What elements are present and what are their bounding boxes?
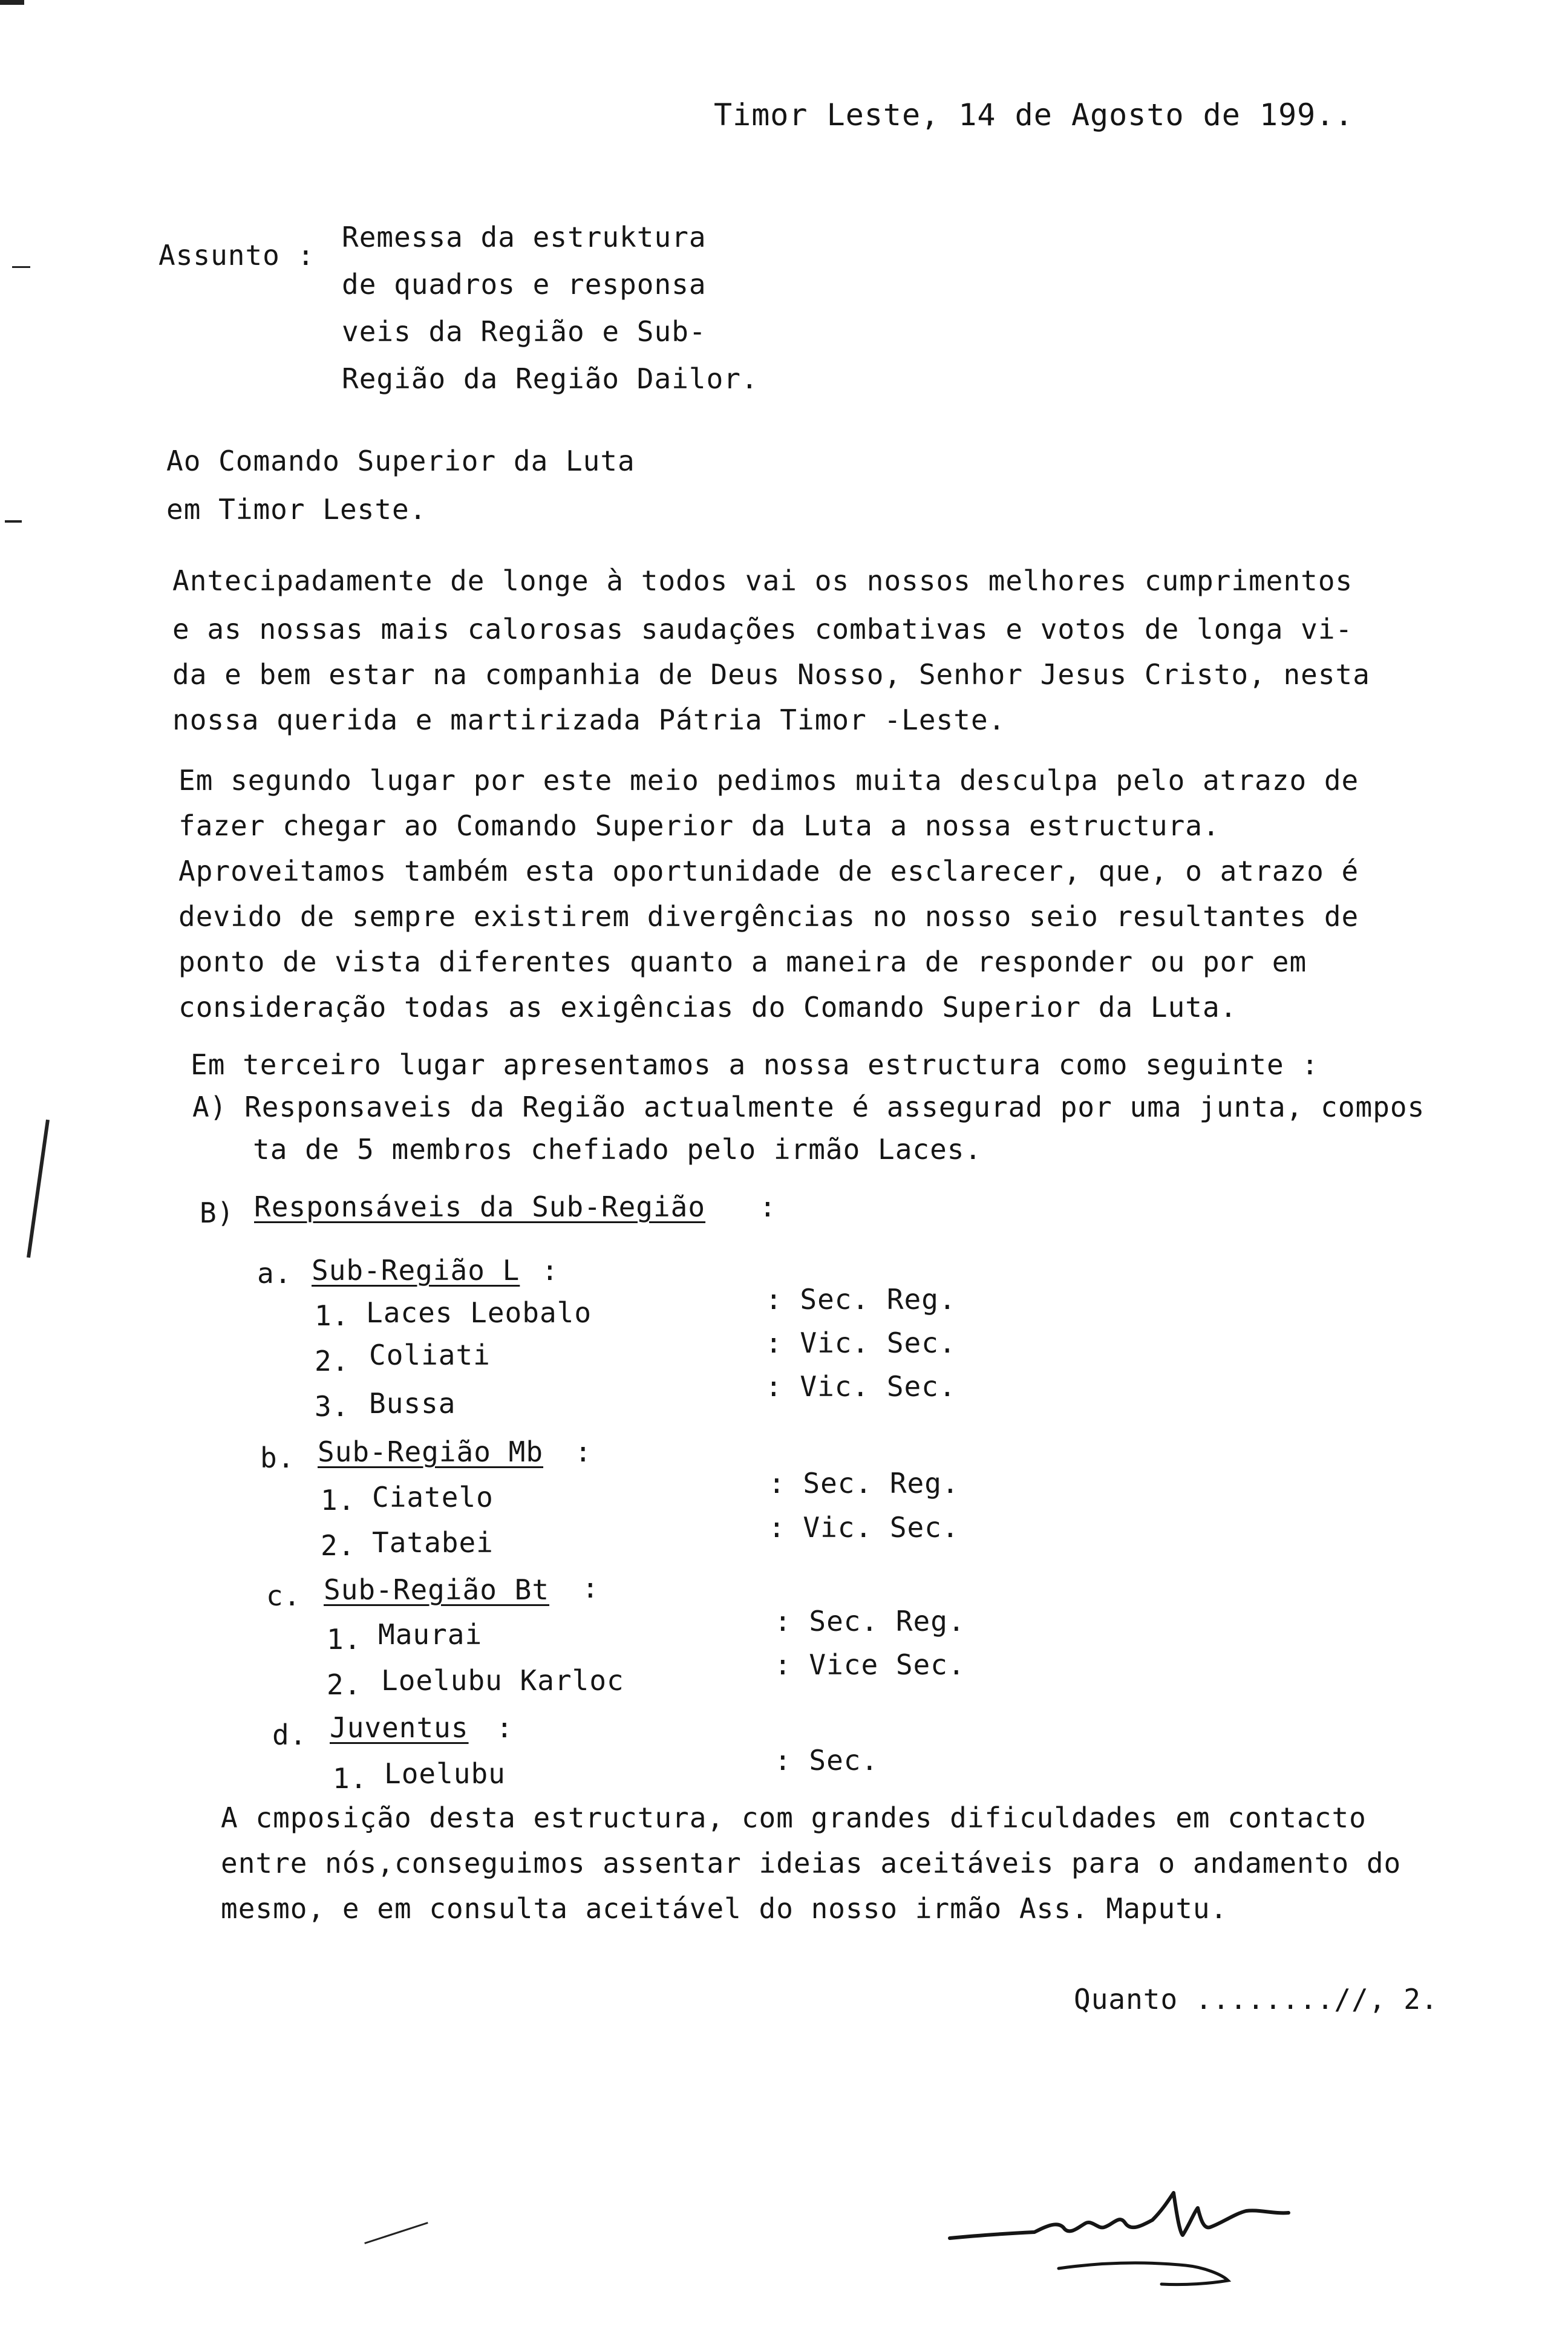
member-number: 1.: [327, 1623, 362, 1656]
member-number: 1.: [315, 1299, 350, 1332]
paragraph-line: e as nossas mais calorosas saudações combativas e votos de longa vi-: [172, 613, 1353, 645]
member-name: Coliati: [369, 1339, 491, 1371]
paragraph-line: A cmposição desta estructura, com grandes dificuldades em contacto: [221, 1801, 1367, 1834]
member-role: : Vic. Sec.: [765, 1370, 956, 1403]
subject-line: Região da Região Dailor.: [342, 362, 759, 395]
member-role: : Vice Sec.: [774, 1648, 965, 1681]
member-role: : Vic. Sec.: [768, 1511, 959, 1544]
member-role: : Vic. Sec.: [765, 1327, 956, 1359]
member-number: 2.: [327, 1668, 362, 1701]
member-name: Bussa: [369, 1387, 456, 1420]
scan-mark: [12, 266, 30, 268]
scan-mark: [27, 1120, 50, 1258]
subregion-name: Juventus: [330, 1711, 469, 1744]
subject-line: veis da Região e Sub-: [342, 315, 707, 348]
paragraph-line: Em segundo lugar por este meio pedimos muita desculpa pelo atrazo de: [178, 764, 1359, 797]
subregion-name: Sub-Região Bt: [324, 1573, 550, 1606]
paragraph-line: mesmo, e em consulta aceitável do nosso irmão Ass. Maputu.: [221, 1892, 1228, 1925]
member-number: 3.: [315, 1390, 350, 1423]
member-name: Maurai: [378, 1618, 483, 1651]
subregion-letter: a.: [257, 1257, 292, 1290]
member-role: : Sec. Reg.: [765, 1283, 956, 1316]
scan-mark: [364, 2222, 428, 2244]
member-name: Tatabei: [372, 1526, 494, 1559]
subregion-colon: :: [496, 1711, 514, 1744]
subregion-colon: :: [582, 1572, 599, 1604]
paragraph-line: entre nós,conseguimos assentar ideias aceitáveis para o andamento do: [221, 1847, 1402, 1879]
item-b-letter: B): [200, 1197, 235, 1229]
member-role: : Sec. Reg.: [768, 1467, 959, 1500]
place-date: Timor Leste, 14 de Agosto de 199..: [714, 97, 1354, 132]
item-b-colon: :: [759, 1190, 777, 1223]
item-a-line: ta de 5 membros chefiado pelo irmão Laces.: [253, 1133, 982, 1166]
paragraph-structure-intro: Em terceiro lugar apresentamos a nossa estructura como seguinte :: [191, 1048, 1319, 1081]
subregion-name: Sub-Região Mb: [318, 1435, 544, 1468]
paragraph-line: fazer chegar ao Comando Superior da Luta a nossa estructura.: [178, 809, 1220, 842]
subregion-letter: d.: [272, 1719, 307, 1751]
subregion-colon: :: [575, 1435, 592, 1468]
item-b-title: Responsáveis da Sub-Região: [254, 1190, 706, 1223]
item-a-line: A) Responsaveis da Região actualmente é assegurad por uma junta, compos: [192, 1091, 1425, 1123]
subregion-letter: b.: [260, 1441, 295, 1474]
paragraph-line: ponto de vista diferentes quanto a maneira de responder ou por em: [178, 945, 1307, 978]
member-number: 2.: [321, 1529, 356, 1562]
member-name: Laces Leobalo: [366, 1296, 592, 1329]
paragraph-line: nossa querida e martirizada Pátria Timor -Leste.: [172, 704, 1006, 736]
addressee-line: Ao Comando Superior da Luta: [166, 445, 635, 477]
paragraph-line: devido de sempre existirem divergências no nosso seio resultantes de: [178, 900, 1359, 933]
subject-line: de quadros e responsa: [342, 268, 707, 301]
member-name: Loelubu Karloc: [381, 1664, 624, 1697]
member-name: Ciatelo: [372, 1481, 494, 1513]
paragraph-line: consideração todas as exigências do Comando Superior da Luta.: [178, 991, 1238, 1024]
member-name: Loelubu: [384, 1757, 506, 1790]
member-number: 2.: [315, 1345, 350, 1377]
member-number: 1.: [321, 1484, 356, 1517]
subject-label: Assunto :: [158, 239, 315, 272]
subregion-name: Sub-Região L: [312, 1254, 520, 1287]
scan-mark: [0, 0, 24, 5]
addressee-line: em Timor Leste.: [166, 493, 427, 526]
paragraph-line: da e bem estar na companhia de Deus Nosso, Senhor Jesus Cristo, nesta: [172, 658, 1370, 691]
member-role: : Sec. Reg.: [774, 1605, 965, 1637]
subject-line: Remessa da estruktura: [342, 221, 707, 253]
subregion-letter: c.: [266, 1579, 301, 1612]
continuation-note: Quanto ........//, 2.: [1074, 1983, 1439, 2016]
signature: [944, 2178, 1331, 2299]
subregion-colon: :: [541, 1254, 559, 1287]
scan-mark: [5, 520, 22, 523]
member-role: : Sec.: [774, 1744, 879, 1777]
member-number: 1.: [333, 1762, 368, 1795]
paragraph-line: Aproveitamos também esta oportunidade de esclarecer, que, o atrazo é: [178, 855, 1359, 887]
paragraph-line: Antecipadamente de longe à todos vai os nossos melhores cumprimentos: [172, 564, 1353, 597]
